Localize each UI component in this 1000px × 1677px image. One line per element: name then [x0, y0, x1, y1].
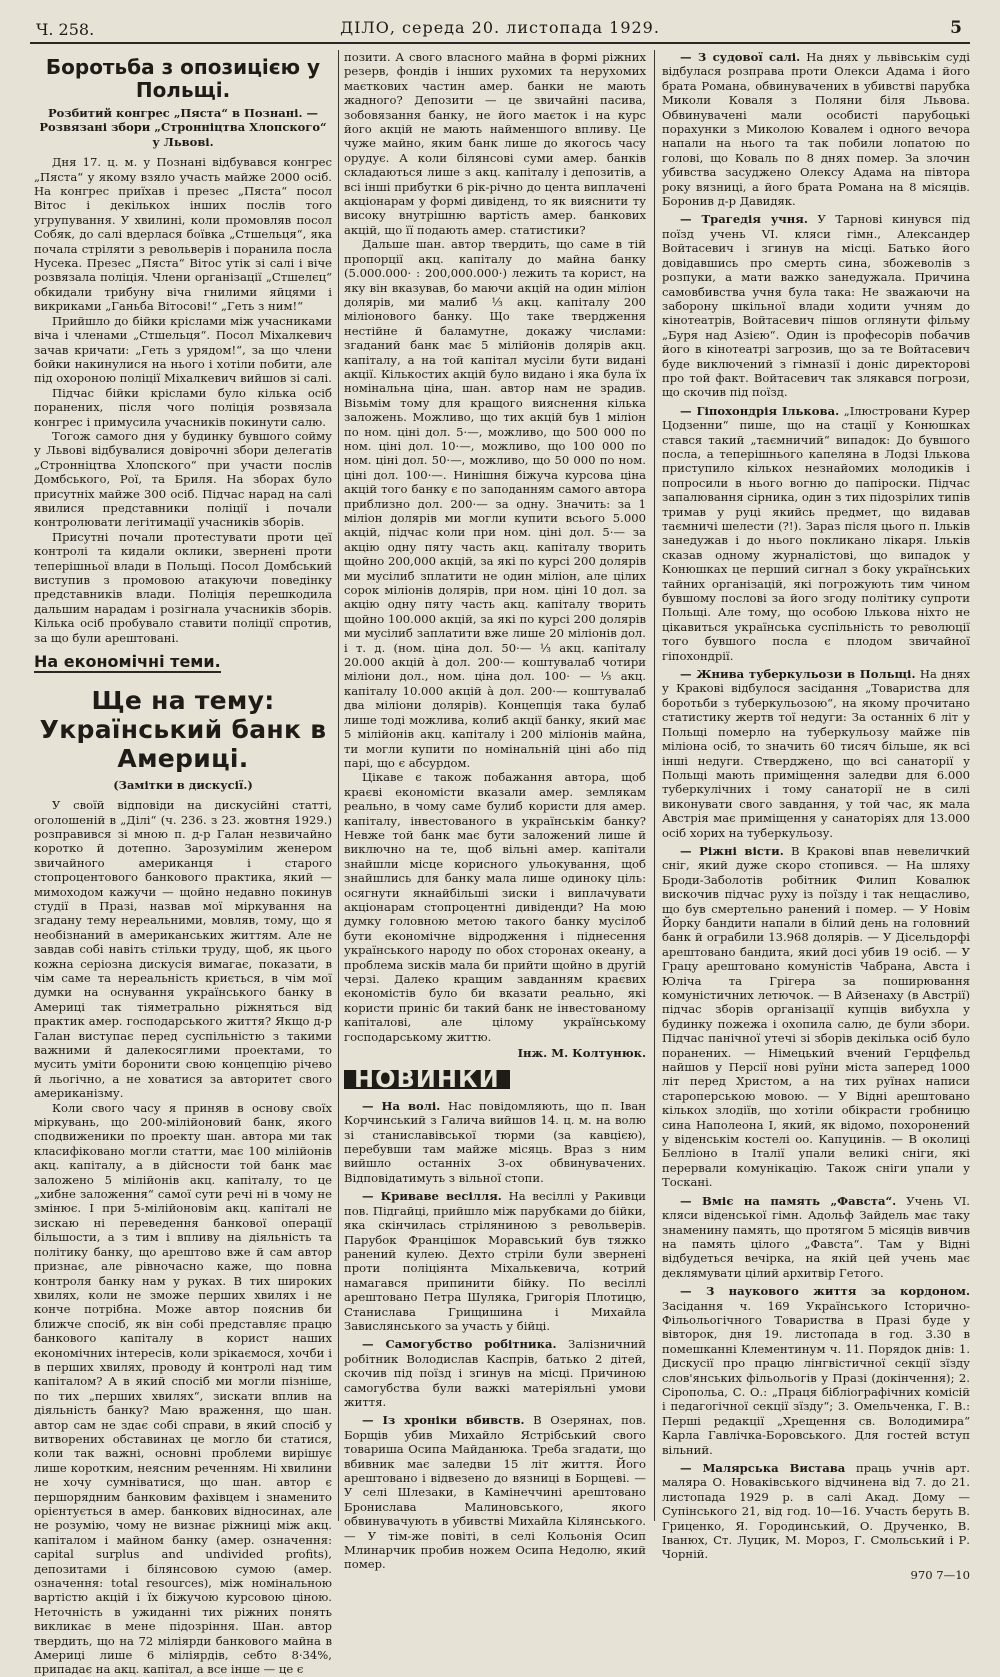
news-item [662, 1461, 970, 1562]
newspaper-title-date: ДІЛО, середа 20. листопада 1929. [340, 18, 660, 37]
news-headline: — Малярська Вистава [680, 1461, 846, 1475]
news-item [662, 212, 970, 399]
article-subtitle: Розбитий конгрес „Пяста“ в Познані. — Розвязані збори „Стронніцтва Хлопского“ у Львові. [39, 106, 327, 149]
news-text: В Кракові впав невеличкий сніг, який дуже скоро стопився. — На шляху Броди-Заболотів робітник Филип Ковалюк вискочив підчас руху із поїзду і так нещасливо, що був смертельно ранений і помер. — У Новім Йорку бандити напали в білий день на головний банк й ограбили 13.968 долярів. — У Дісельдорфі арештовано бандита, який досі убив 19 осіб. — У Грацу арештовано комуністів Чабрана, Авста і Юліча та Грігера за поширювання комуністичних летючок. — В Айзенаху (в Австрії) підчас зборів організації купців вибухла у будинку пожежа і охопила салю, де були збори. Підчас панічної утечі зі зборів декілька осіб було поранених. — Німецький вчений Герцфельд найшов у Персії нові руїни міста заперед 1000 літ перед Христом, а на тих руїнах написи староперською мовою. — У Відні арештовано кількох злодіїв, що хотіли обікрасти гробницю сина Наполеона І, який, як відомо, похоронений у віденськім костелі оо. Капуцинів. — В околиці Белліоно в Італії упали великі сніги, які перервали комунікацію. Також сніги упали у Тоскані. [662, 843, 970, 1190]
news-headline: — З наукового життя за кордоном. [680, 1284, 970, 1299]
column-divider [654, 50, 655, 1521]
news-text: В Озерянах, пов. Борщів убив Михайло Ястрібський свого товариша Осипа Майданюка. Треба згадати, що вбивник має заледви 15 літ життя. Його арештовано і відвезено до вязниці в Борщеві. — У селі Шлезаки, в Камінеччині арештовано Бронислава Малиновського, якого обвинувачують в убивстві Михайла Кілянського. — У тім-же повіті, в селі Кольонія Осип Млинарчик пробив ножем Осипа Недолю, який помер. [344, 1413, 646, 1572]
ad-number: 970 7—10 [910, 1567, 970, 1582]
news-item [662, 1284, 970, 1457]
column-divider [338, 50, 339, 1521]
news-item [662, 1194, 970, 1280]
news-headline: — Самогубство робітника. [362, 1337, 557, 1352]
news-headline: — Жнива туберкульози в Польщі. [680, 667, 916, 682]
news-headline: — Із хроніки вбивств. [362, 1413, 525, 1428]
news-text: Залізничний робітник Володислав Каспрів, батько 2 дітей, скочив під поїзд і згинув на місці. Причиною самогубства були важкі матеріяльні умови життя. [344, 1337, 647, 1409]
article-title: Ще на тему: Український банк в Америці. [39, 686, 327, 773]
masthead [30, 14, 970, 42]
news-text: На весіллі у Ракивци пов. Підгайці, прийшло між парубками до бійки, яка скінчилась стріляниною з револьверів. Парубок Францішок Моравський був тяжко ранений кулею. Дехто стріли були звернені проти поліціянта Міхалькевича, котрий намагався припинити бійку. По весіллі арештовано Петра Шуляка, Григорія Плотицю, Станислава Грищишина і Михайла Завислянського за участь у бійці. [344, 1189, 647, 1333]
paragraph: Прийшло до бійки кріслами між учасниками віча і членами „Стшельця“. Посол Міхалкевич зачав кричати: „Геть з урядом!“, за що члени бойки накинулися на нього і хотіли побити, але під охороною поліції Міхалкевич вийшов зі салі. [34, 313, 332, 386]
column-3 [662, 50, 971, 1582]
news-text: У Тарнові кинувся під поїзд учень VI. кляси гімн., Александер Войтасевич і згинув на місці. Батько його довідавшись про смерть сина, збожеволів з розпуки, а мати важко занедужала. Причина самовбивства учня була така: Не зважаючи на заборону шкільної влади ходити учням до кінотеатрів, Войтасевич пішов оглянути фільму „Буря над Азією“. Один із професорів побачив його в кінотеатрі загрозив, що за те Войтасевич буде виключений з гімназії і доніс директорові про той факт. Войтасевич так злякався погрози, що скочив під поїзд. [662, 212, 970, 400]
paragraph: Дня 17. ц. м. у Познані відбувався конгрес „Пяста“ у якому взяло участь майже 2000 осіб. На конгрес приїхав і презес „Пяста“ посол Вітос і декількох інших послів того угрупування. У хвилині, коли промовляв посол Собяк, до салі вдерлася боївка „Стшельця“, яка почала стріляти з револьверів і поранила посла Нусека. Презес „Пяста“ Вітос утік зі салі і вічe розвязала поліція. Члени організації „Стшелєц“ обкидали трибуну віча гнилими яйцями і викриками „Ганьба Вітосові!“ „Геть з ним!“ [34, 155, 332, 314]
top-rule [30, 42, 970, 44]
news-headline: — З судової салі. [680, 50, 801, 64]
news-headline: — Ріжні вісти. [680, 843, 784, 858]
news-text: „Ілюстровани Курер Цодзенни“ пише, що на стації у Конюшках стався такий „таємничий“ випадок: До бувшого посла, а теперішнього капеляна в Лодзі Ількова приступило кількох незнайомих молодиків і попросили в нього вогню до папіроски. Підчас запалювання сірника, один з тих підозрілих типів тримав у руці якийсь предмет, що видавав таємничі шелести (?!). Зараз після цього п. Ільків занедужав і до нього покликано лікаря. Ільків сказав одному журналістові, що випадок у Конюшках це перший сигнал з боку українських тайних організацій, які погрожують тим чином бувшому послові за його згоду політику супроти Польщі. Але тому, що особою Ількова ніхто не цікавиться українська суспільність то революції того бувшого посла є плодом звичайної гіпохондрії. [662, 403, 971, 663]
news-headline: — На волі. [362, 1098, 441, 1113]
news-text: На днях у Кракові відбулося засідання „Товариства для боротьби з туберкульозою“, на якому прочитано статистику жертв тої недуги: За останніх 6 літ у Польщі померло на туберкульозу майже пів міліона осіб, то значить 60 тисяч більше, як всі інші недуги. Стверджено, що всі санаторії у Польщі мають приміщення заледви для 6.000 туберкулічних і тому санаторії не в силі виконувати свого завдання, у той час, як мала Австрія має приміщення у санаторіях для 13.000 осіб хорих на туберкульозу. [662, 667, 970, 840]
paragraph: Цікаве є також побажання автора, щоб краєві економісти вказали амер. землякам реально, в чому саме булиб користи для амер. капіталу, інвестованого в українськім банку? Невже той банк має бути заложений лише й виключно на те, щоб вільні амер. капітали знайшли місце корисного ульокування, щоб знайшлись для банку мала лише одиноку ціль: осягнути якнайбільші зиски і виплачувати акціонарам стопроцентні дивіденди? На мою думку головною метою такого банку мусілоб бути економічне відродження і піднесення українського народу по обох сторонах океану, а проблема зисків мала би прийти щойно в другій черзі. Далеко кращим завданням краєвих економістів було би вказати реально, які користи приніс би такий банк не інвестованому капіталові, але цілому українському господарському життю. [344, 770, 646, 1044]
news-headline: — Трагедія учня. [680, 212, 808, 227]
news-text: Нас повідомляють, що п. Іван Корчинський з Галича вийшов 14. ц. м. на волю зі станиславівської тюрми (за кавцією), перебувши там майже місяць. Враз з ним вийшло останніх 3-ох обвинувачених. Відповідатимуть з вільної стопи. [344, 1098, 647, 1185]
paragraph: позити. А свого власного майна в формі ріжних резерв, фондів і інших рухомих та нерухомих маєткових частин амер. банки не мають жадного? Депозити — це звичайні пасива, зобовязання банку, не його маєток і на курс його акцій не мають найменшого впливу. Це чуже майно, яким банк лише до якогось часу орудує. А коли білянсові суми амер. банків складаються лише з акц. капіталу і депозитів, а всі інші прибутки 6 рік-річно до цента виплачені акціонарам у формі дивіденд, то як вияснити ту високу внутрішню вартість амер. банкових акцій, що її подають амер. статистики? [344, 50, 646, 237]
column-1 [34, 50, 332, 1677]
news-item [344, 1413, 646, 1571]
news-item [662, 50, 970, 208]
news-item [662, 844, 970, 1190]
news-text: Учень VI. кляси віденської гімн. Адольф Зайдель має таку знаменину память, що протягом 5 місяців вивчив на память цілого „Фавста“. Там у Віднi відбудеться вечірка, на якій цей учень має деклямувати цілий архитвір Гетого. [662, 1193, 970, 1280]
article-subtitle: (Замітки в дискусії.) [113, 777, 253, 792]
news-item [662, 667, 970, 840]
news-section-heading: НОВИНКИ [344, 1070, 510, 1088]
article-title: Боротьба з опозицією у Польщі. [45, 55, 321, 102]
news-item [344, 1099, 646, 1185]
paragraph: Підчас бійки кріслами було кілька осіб поранених, після чого поліція розвязала конгрес і примусила учасників покинути салю. [34, 385, 332, 429]
news-text: Засідання ч. 169 Українського Історично-Фільольогічного Товариства в Празі буде у вівторок, дня 19. листопада в год. 3.30 в помешканні Клементинум ч. 11. Порядок днів: 1. Дискусії про працю лінгвістичної секції зїзду слов'янських фільольогів у Празі (докінчення); 2. Сіропольа, С. О.: „Праця бібліографічних комісій і педагогічної секції зїзду“; 3. Омельченка, Г. В.: Перші редакції „Хрещення св. Володимира“ Карла Гавлічка-Боровського. Для гостей вступ вільний. [662, 1298, 970, 1457]
news-item [344, 1337, 646, 1409]
paragraph: У своїй відповіди на дискусійні статті, оголошеній в „Ділі“ (ч. 236. з 23. жовтня 1929.) розправився зі мною п. д-р Галан незвичайно коротко й дотепно. Зарозумілим женером звичайного американця і старого стопроцентового банкового практика, який — мимоходом кажучи — щойно недавно покинув студії в Празі, назвав мої міркування на згадану тему нереальними, мовляв, тому, що я необізнаний в американських життям. Але не завдав собі навіть стільки труду, щоб, як цього кожна серіозна дискусія вимагає, показати, в чім саме та нереальність криється, в чім мої думки на оснування українського банку в Америці так тіяметрально ріжняться від практик амер. господарського життя? Якщо д-р Галан виступає перед суспільністю з такими важними й далекосяглими проектами, то мусить уміти боронити свою концепцію річево й льогічно, а не ховатися за авторитет свого американізму. [34, 798, 332, 1101]
news-text: На днях у львівськім суді відбулася розправа проти Олекси Адама і його брата Романа, обвинувачених в убивстві парубка Миколи Коваля з Поляни біля Львова. Обвинувачені мали особисті парубоцькі порахунки з Миколою Ковалем і одного вечора напали на нього та так побили лопатою по голові, що Коваль по 8 днях помер. За злочин убивства засуджено Олексу Адама на півтора року вязниці, а його брата Романа на 8 місяців. Боронив д-р Давидяк. [662, 50, 971, 209]
author-signature: Інж. М. Колтунюк. [517, 1046, 646, 1061]
column-2 [344, 50, 647, 1572]
paragraph: Тогож самого дня у будинку бувшого сойму у Львові відбувалися довірочні збори делегатів „Стронніцтва Хлопского“ при участи послів Домбського, Рої, та Бриля. На зборах було присутніх майже 300 осіб. Підчас нарад на салі явилися представники поліції і почали контролювати легітимації учасників зборів. [34, 428, 332, 530]
section-label: На економічні теми. [34, 655, 221, 673]
news-headline: — Гіпохондрія Ількова. [680, 403, 840, 418]
news-headline: — Вміє на память „Фавста“. [680, 1193, 897, 1208]
news-item [344, 1189, 646, 1333]
news-item [662, 404, 970, 663]
paragraph: Дальше шан. автор твердить, що саме в тій пропорції акц. капіталу до майна банку (5.000.000· : 200,000.000·) лежить та корист, на яку він вказував, бо маючи акцій на один міліон долярів, ми малиб ⅓ акц. капіталу 200 міліонового банку. Що таке твердження нестійне й баламутне, докажу числами: згаданий банк має 5 мілійонів долярів акц. капіталу, а на той капітал мусіли бути видані акції. Кількостих акцій було видано і яка була їх номінальна ціна, шан. автор нам не зрадив. Візьмім тому для кращого вияснення кілька заложень. Можливо, що тих акцій був 1 міліон по ном. ціні дол. 5·—, можливо, що 500 000 по ном. ціні дол. 10·—, можливо, що 100 000 по ном. ціні дол. 50·—, можливо, що 50 000 по ном. ціні дол. 100·—. Нинішня біжуча курсова ціна акцій того банку є по заподанням самого автора приблизно дол. 200·— за одну. Значить: за 1 міліон долярів ми могли купити всього 5.000 акцій, підчас коли при ном. ціні дол. 5·— за акцію одну пяту часть акц. капіталу творить щойно 200,000 акцій, за які по курсі 200 долярів ми мусілиб зплатити не один міліон, але цілих сорок міліонів долярів, при ном. ціні 10 дол. за акцію одну пяту часть акц. капіталу творить щойно 100.000 акцій, за які по курсі 200 долярів ми мусілиб заплатити вже лише 20 міліонів дол. і т. д. (ном. ціна дол. 50·— ⅓ акц. капіталу 20.000 акцій à дол. 200·— коштувалаб чотири міліони дол., ном. ціна дол. 100· — ⅓ акц. капіталу 10.000 акцій à дол. 200·— коштувалаб два міліони долярів). Концепція така булаб лише тоді можлива, колиб акції банку, який має 5 мілійонів акц. капіталу і 200 міліонів майна, ти могли купити по номінальній ціні або під парі, що є абсурдом. [344, 237, 646, 770]
news-text: праць учнів арт. маляра О. Новаківського відчинена від 7. до 21. листопада 1929 р. в салі Акад. Дому — Супінського 21, від год. 10—16. Участь беруть В. Гриценко, Я. Городинський, О. Друченко, В. Іванюх, Ст. Луцик, М. Мороз, Г. Смольський і Р. Чорній. [662, 1461, 970, 1562]
page-number: 5 [950, 18, 962, 38]
paragraph: Присутні почали протестувати проти цеї контролі та кидали оклики, звернені проти теперішньої влади в Польщі. Посол Домбський виступив з промовою атакуючи поведінку представників влади. Поліція перешкодила дальшим нарадам і розігнала учасників зборів. Кілька осіб пробувало ставити поліції спротив, за що були арештовані. [34, 529, 332, 645]
news-headline: — Криваве весілля. [362, 1189, 502, 1204]
issue-number: Ч. 258. [36, 20, 95, 39]
paragraph: Коли свого часу я приняв в основу своїх міркувань, що 200-мілійоновий банк, якого сподвиженики по проекту шан. автора ми так класифіковано могли статти, має 100 мілійонів акц. капіталу, а в дійсности той банк має заложено 5 мілійонів акц. капіталу, то це „хибне заложення“ самої сути речі ні в чому не змінює. І при 5-мілійоновім акц. капіталі не зискаю ні переведення банкової операції більшости, а з тим і впливу на діяльність та політику банку, що арештово вже й сам автор признає, але рівночасно каже, що повна контроля банку нам у руках. В тих широких хвилях, коли не зможе перших хвилях і не конче потрібна. Може автор пояснив би ближче спосіб, як він собі представляє працю банкового капіталу в корист наших економічних інтересів, коли зрікаємося, хочби і в перших хвилях, проводу й контролі над тим капіталом? А в який спосіб ми могли пізніше, по тих „перших хвилях“, зискати вплив на діяльність банку? Маю враження, що шан. автор сам не здає собі справи, в який спосіб у витворених обставинах це могло би статися, коли так важні, основні проблеми вирішує лише коротким, неясним реченням. Ні хвилини не хочу сумніватися, що шан. автор є першорядним банковим фахівцем і знаменито орієнтується в амер. банкових відносинах, але не розумію, чому не визнає ріжниці між акц. капіталом і майном банку (амер. означення: capital surplus and undivided profits), депозитами і білянсовою сумою (амер. означення: total resources), між номінальною вартістю акцій і їх біжучою курсовою ціною. Неточність в ужиданні тих ріжних понять викликає в мене підозріння. Шан. автор твердить, що на 72 міліярди банкового майна в Америці лише 6 міліярдів, себто 8·34%, припадає на акц. капітал, а все інше — це є [34, 1100, 332, 1677]
